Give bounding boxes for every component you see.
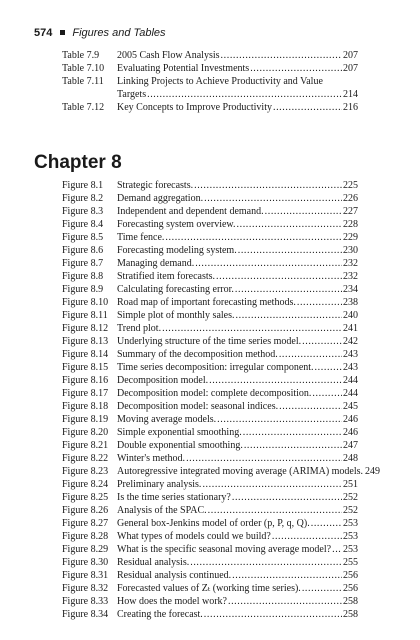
- figure-title-line: [117, 426, 358, 439]
- figure-page: 249: [365, 466, 381, 477]
- figure-page: 225: [343, 180, 358, 191]
- figure-title-line: [117, 322, 358, 335]
- table-entry: [62, 62, 358, 75]
- dot-leader: [315, 361, 342, 374]
- figure-label: Figure 8.19: [62, 414, 109, 425]
- figure-entry: [62, 517, 358, 530]
- figure-title-line: [117, 231, 358, 244]
- figure-title: Road map of important forecasting methods.: [117, 297, 296, 308]
- figure-label: Figure 8.8: [62, 271, 104, 282]
- figure-entry: [62, 231, 358, 244]
- figure-entry: [62, 309, 358, 322]
- dot-leader: [279, 400, 342, 413]
- figure-title: Time series decomposition: irregular component.: [117, 362, 314, 373]
- table-label: Table 7.11: [62, 76, 104, 87]
- figure-title: Forecasted values of Zₜ (working time series).: [117, 583, 301, 594]
- figure-page: 251: [343, 479, 358, 490]
- figure-label: Figure 8.6: [62, 245, 104, 256]
- figure-page: 243: [343, 362, 358, 373]
- dot-leader: [237, 218, 343, 231]
- figure-entry: [62, 504, 358, 517]
- dot-leader: [235, 283, 342, 296]
- figure-title: Decomposition model.: [117, 375, 209, 386]
- figure-entry: [62, 478, 358, 491]
- figure-title: Calculating forecasting error.: [117, 284, 234, 295]
- figure-title: Forecasting modeling system.: [117, 245, 237, 256]
- figure-label: Figure 8.28: [62, 531, 109, 542]
- figure-page: 252: [343, 492, 358, 503]
- figure-page: 248: [343, 453, 358, 464]
- figure-page: 256: [343, 570, 358, 581]
- figure-entry: [62, 465, 381, 478]
- figure-title: Double exponential smoothing.: [117, 440, 243, 451]
- figure-title-line: [117, 608, 358, 621]
- figure-page: 258: [343, 609, 358, 620]
- figure-label: Figure 8.14: [62, 349, 109, 360]
- dot-leader: [265, 205, 342, 218]
- figure-entry: [62, 257, 358, 270]
- figure-label: Figure 8.26: [62, 505, 109, 516]
- figure-label: Figure 8.2: [62, 193, 104, 204]
- figure-title-line: [117, 517, 358, 530]
- table-entry: [62, 49, 358, 62]
- figure-label: Figure 8.1: [62, 180, 104, 191]
- figure-page: 242: [343, 336, 358, 347]
- figure-entry: [62, 426, 358, 439]
- figure-entry: [62, 556, 358, 569]
- figure-title: Simple plot of monthly sales.: [117, 310, 235, 321]
- figure-entry: [62, 322, 358, 335]
- figure-page: 244: [343, 388, 358, 399]
- figure-title-line: [117, 309, 358, 322]
- dot-leader: [238, 244, 342, 257]
- figure-title: Simple exponential smoothing.: [117, 427, 242, 438]
- figure-page: 252: [343, 505, 358, 516]
- table-list: [62, 49, 358, 114]
- dot-leader: [297, 296, 342, 309]
- figure-title: Stratified item forecasts.: [117, 271, 216, 282]
- figure-entry: [62, 361, 358, 374]
- figure-title: What is the specific seasonal moving average model?: [117, 544, 332, 555]
- table-title-line: [117, 75, 358, 88]
- table-label: Table 7.12: [62, 102, 105, 113]
- figure-label: Figure 8.7: [62, 258, 104, 269]
- figure-title-line: [117, 348, 358, 361]
- page-number: 574: [34, 27, 53, 39]
- dot-leader: [190, 556, 342, 569]
- figure-label: Figure 8.31: [62, 570, 109, 581]
- figure-page: 227: [343, 206, 358, 217]
- figure-title-line: [117, 244, 358, 257]
- figure-title-line: [117, 530, 358, 543]
- figure-page: 232: [343, 258, 358, 269]
- figure-title: Analysis of the SPAC.: [117, 505, 207, 516]
- figure-title: Independent and dependent demand.: [117, 206, 264, 217]
- figure-entry: [62, 608, 358, 621]
- figure-label: Figure 8.30: [62, 557, 109, 568]
- figure-label: Figure 8.20: [62, 427, 109, 438]
- figure-label: Figure 8.27: [62, 518, 109, 529]
- figure-title-line: [117, 205, 358, 218]
- figure-page: 241: [343, 323, 358, 334]
- dot-leader: [302, 582, 342, 595]
- dot-leader: [250, 62, 342, 75]
- dot-leader: [165, 231, 342, 244]
- figure-label: Figure 8.23: [62, 466, 109, 477]
- figure-title: How does the model work?: [117, 596, 227, 607]
- dot-leader: [194, 179, 342, 192]
- figure-label: Figure 8.16: [62, 375, 109, 386]
- dot-leader: [236, 309, 343, 322]
- figure-title-line: [117, 361, 358, 374]
- table-title-line: [117, 62, 358, 75]
- figure-title: Residual analysis.: [117, 557, 190, 568]
- figure-page: 253: [343, 531, 358, 542]
- figure-entry: [62, 413, 358, 426]
- figure-label: Figure 8.18: [62, 401, 109, 412]
- figure-title: Is the time series stationary?: [117, 492, 231, 503]
- dot-leader: [216, 270, 342, 283]
- table-label: Table 7.9: [62, 50, 100, 61]
- table-title: Linking Projects to Achieve Productivity and Value: [117, 76, 323, 87]
- table-title: 2005 Cash Flow Analysis: [117, 50, 220, 61]
- table-title-line: [117, 49, 358, 62]
- dot-leader: [332, 543, 342, 556]
- dot-leader: [302, 335, 342, 348]
- table-title-line: [117, 88, 358, 101]
- figure-title-line: [117, 270, 358, 283]
- table-page: 207: [343, 50, 358, 61]
- dot-leader: [147, 88, 342, 101]
- figure-entry: [62, 192, 358, 205]
- figure-page: 243: [343, 349, 358, 360]
- figure-entry: [62, 452, 358, 465]
- figure-page: 258: [343, 596, 358, 607]
- figure-title: Strategic forecasts.: [117, 180, 194, 191]
- figure-label: Figure 8.25: [62, 492, 109, 503]
- table-title-line: [117, 101, 358, 114]
- figure-title: Summary of the decomposition method.: [117, 349, 278, 360]
- figure-label: Figure 8.29: [62, 544, 109, 555]
- figure-title-line: [117, 296, 358, 309]
- figure-title-line: [117, 478, 358, 491]
- figure-entry: [62, 283, 358, 296]
- figure-label: Figure 8.24: [62, 479, 109, 490]
- figure-label: Figure 8.11: [62, 310, 108, 321]
- figure-list: [62, 179, 381, 621]
- figure-entry: [62, 582, 358, 595]
- figure-label: Figure 8.9: [62, 284, 104, 295]
- figure-title-line: [117, 283, 358, 296]
- figure-entry: [62, 439, 358, 452]
- dot-leader: [273, 101, 342, 114]
- figure-label: Figure 8.12: [62, 323, 109, 334]
- figure-entry: [62, 387, 358, 400]
- figure-page: 229: [343, 232, 358, 243]
- figure-page: 238: [343, 297, 358, 308]
- figure-title: Decomposition model: complete decomposition.: [117, 388, 312, 399]
- table-entry: [62, 101, 358, 114]
- figure-title-line: [117, 218, 358, 231]
- figure-title-line: [117, 582, 358, 595]
- table-entry: [62, 75, 358, 88]
- figure-title: Creating the forecast.: [117, 609, 203, 620]
- figure-page: 247: [343, 440, 358, 451]
- figure-entry: [62, 530, 358, 543]
- figure-title-line: [117, 465, 381, 478]
- figure-page: 246: [343, 414, 358, 425]
- figure-entry: [62, 205, 358, 218]
- running-title: Figures and Tables: [72, 27, 166, 39]
- figure-title: General box-Jenkins model of order (p, P, q, Q).: [117, 518, 310, 529]
- figure-title: Time fence.: [117, 232, 165, 243]
- dot-leader: [312, 387, 342, 400]
- figure-page: 256: [343, 583, 358, 594]
- chapter-heading: Chapter 8: [34, 152, 122, 173]
- figure-title-line: [117, 504, 358, 517]
- figure-label: Figure 8.5: [62, 232, 104, 243]
- figure-label: Figure 8.15: [62, 362, 109, 373]
- dot-leader: [272, 530, 342, 543]
- figure-title-line: [117, 439, 358, 452]
- dot-leader: [228, 595, 342, 608]
- figure-label: Figure 8.3: [62, 206, 104, 217]
- figure-title: Underlying structure of the time series model.: [117, 336, 302, 347]
- figure-title-line: [117, 569, 358, 582]
- figure-page: 230: [343, 245, 358, 256]
- table-entry-continued: [62, 88, 358, 101]
- dot-leader: [195, 257, 342, 270]
- bullet-square-icon: [60, 30, 65, 35]
- figure-page: 253: [343, 544, 358, 555]
- figure-title: What types of models could we build?: [117, 531, 271, 542]
- figure-title: Trend plot.: [117, 323, 162, 334]
- dot-leader: [202, 478, 342, 491]
- dot-leader: [221, 49, 342, 62]
- dot-leader: [311, 517, 342, 530]
- figure-page: 245: [343, 401, 358, 412]
- dot-leader: [209, 374, 342, 387]
- table-label: Table 7.10: [62, 63, 105, 74]
- figure-entry: [62, 543, 358, 556]
- figure-title: Forecasting system overview.: [117, 219, 236, 230]
- table-page: 207: [343, 63, 358, 74]
- figure-page: 234: [343, 284, 358, 295]
- figure-page: 240: [343, 310, 358, 321]
- figure-title-line: [117, 556, 358, 569]
- table-title-continued: Targets: [117, 89, 147, 100]
- figure-page: 246: [343, 427, 358, 438]
- figure-title: Managing demand.: [117, 258, 195, 269]
- figure-title: Residual analysis continued.: [117, 570, 232, 581]
- figure-title: Autoregressive integrated moving average (ARIMA) models.: [117, 466, 364, 477]
- figure-page: 255: [343, 557, 358, 568]
- dot-leader: [186, 452, 342, 465]
- dot-leader: [204, 608, 342, 621]
- figure-entry: [62, 244, 358, 257]
- dot-leader: [232, 569, 342, 582]
- figure-title-line: [117, 179, 358, 192]
- figure-title-line: [117, 543, 358, 556]
- figure-page: 232: [343, 271, 358, 282]
- figure-page: 253: [343, 518, 358, 529]
- figure-label: Figure 8.13: [62, 336, 109, 347]
- figure-label: Figure 8.34: [62, 609, 109, 620]
- figure-title: Winter's method.: [117, 453, 186, 464]
- dot-leader: [208, 504, 342, 517]
- figure-title-line: [117, 192, 358, 205]
- figure-label: Figure 8.32: [62, 583, 109, 594]
- figure-entry: [62, 569, 358, 582]
- dot-leader: [217, 413, 342, 426]
- dot-leader: [244, 439, 342, 452]
- figure-entry: [62, 595, 358, 608]
- figure-page: 228: [343, 219, 358, 230]
- figure-title: Decomposition model: seasonal indices.: [117, 401, 279, 412]
- dot-leader: [279, 348, 342, 361]
- table-page: 216: [343, 102, 358, 113]
- figure-title-line: [117, 595, 358, 608]
- figure-entry: [62, 179, 358, 192]
- figure-label: Figure 8.17: [62, 388, 109, 399]
- figure-label: Figure 8.22: [62, 453, 109, 464]
- figure-title-line: [117, 335, 358, 348]
- figure-label: Figure 8.33: [62, 596, 109, 607]
- dot-leader: [204, 192, 342, 205]
- figure-entry: [62, 296, 358, 309]
- dot-leader: [162, 322, 342, 335]
- figure-entry: [62, 335, 358, 348]
- figure-title-line: [117, 491, 358, 504]
- figure-entry: [62, 218, 358, 231]
- figure-page: 244: [343, 375, 358, 386]
- figure-title: Demand aggregation.: [117, 193, 204, 204]
- figure-label: Figure 8.21: [62, 440, 109, 451]
- figure-entry: [62, 348, 358, 361]
- figure-entry: [62, 374, 358, 387]
- figure-title: Moving average models.: [117, 414, 217, 425]
- figure-title-line: [117, 387, 358, 400]
- figure-title-line: [117, 374, 358, 387]
- figure-title-line: [117, 400, 358, 413]
- figure-label: Figure 8.4: [62, 219, 104, 230]
- figure-title-line: [117, 257, 358, 270]
- dot-leader: [243, 426, 342, 439]
- table-title: Evaluating Potential Investments: [117, 63, 250, 74]
- figure-title-line: [117, 452, 358, 465]
- figure-title: Preliminary analysis.: [117, 479, 202, 490]
- figure-entry: [62, 270, 358, 283]
- table-title: Key Concepts to Improve Productivity: [117, 102, 272, 113]
- figure-entry: [62, 400, 358, 413]
- dot-leader: [232, 491, 342, 504]
- table-page: 214: [343, 89, 358, 100]
- figure-entry: [62, 491, 358, 504]
- running-header: [34, 27, 166, 40]
- figure-page: 226: [343, 193, 358, 204]
- figure-title-line: [117, 413, 358, 426]
- figure-label: Figure 8.10: [62, 297, 109, 308]
